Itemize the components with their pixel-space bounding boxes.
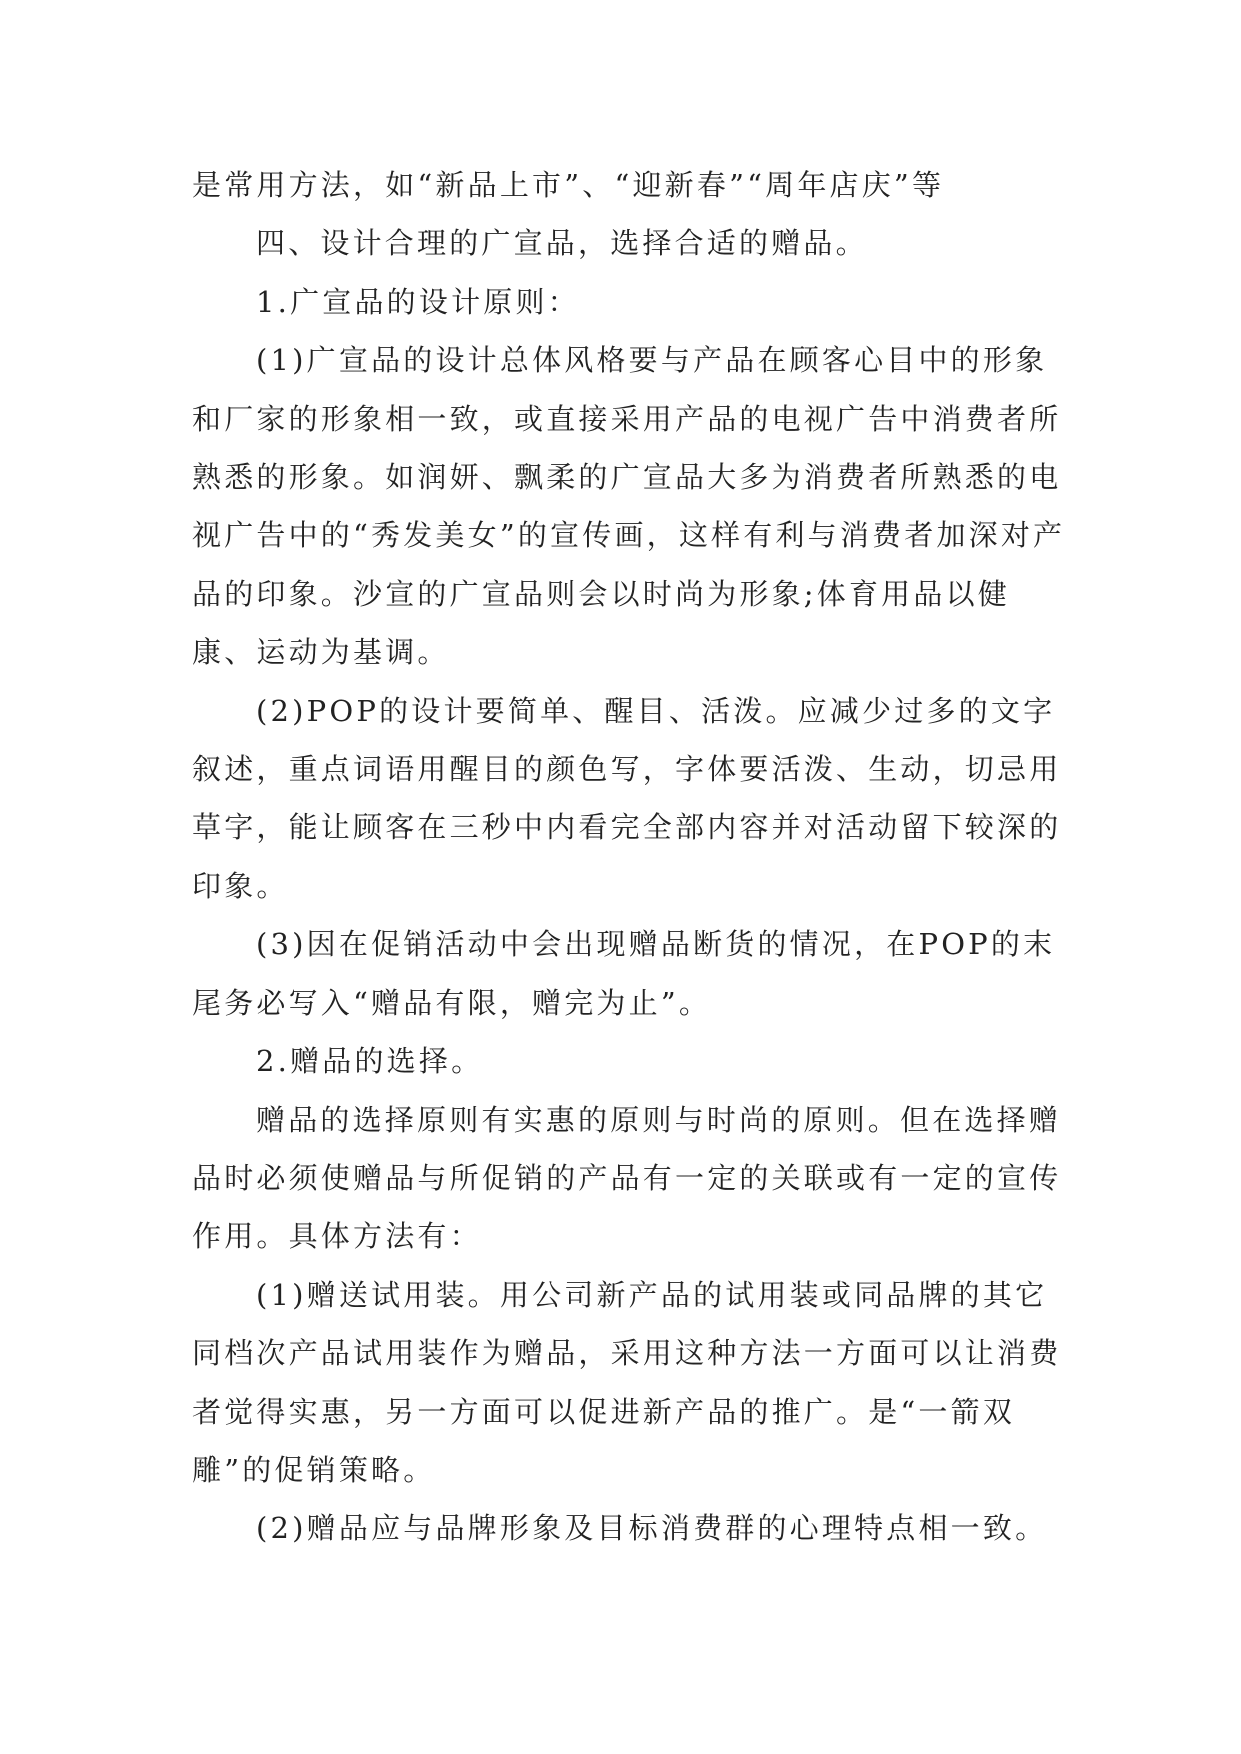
- subheading-design-principles: 1.广宣品的设计原则：: [256, 284, 580, 319]
- paragraph-gift-principles: 赠品的选择原则有实惠的原则与时尚的原则。但在选择赠品时必须使赠品与所促销的产品有一定的关联或有一定的宣传作用。具体方法有：: [192, 1102, 1062, 1254]
- paragraph-principle-2: (2)POP的设计要简单、醒目、活泼。应减少过多的文字叙述，重点词语用醒目的颜色写，字体要活泼、生动，切忌用草字，能让顾客在三秒中内看完全部内容并对活动留下较深的印象。: [192, 693, 1062, 903]
- paragraph-continuation: 是常用方法，如“新品上市”、“迎新春”“周年店庆”等: [192, 168, 945, 202]
- subheading-gift-selection: 2.赠品的选择。: [256, 1044, 484, 1079]
- paragraph-gift-method-1: (1)赠送试用装。用公司新产品的试用装或同品牌的其它同档次产品试用装作为赠品，采用这种方法一方面可以让消费者觉得实惠，另一方面可以促进新产品的推广。是“一箭双雕”的促销策略。: [192, 1277, 1062, 1487]
- paragraph-gift-method-2: (2)赠品应与品牌形象及目标消费群的心理特点相一致。: [256, 1511, 1048, 1546]
- paragraph-principle-1: (1)广宣品的设计总体风格要与产品在顾客心目中的形象和厂家的形象相一致，或直接采用产品的电视广告中消费者所熟悉的形象。如润妍、飘柔的广宣品大多为消费者所熟悉的电视广告中的“秀发美女”的宣传画，这样有利与消费者加深对产品的印象。沙宣的广宣品则会以时尚为形象;体育用品以健康、运动为基调。: [192, 343, 1066, 670]
- document-body: [192, 156, 1072, 1558]
- paragraph-principle-3: (3)因在促销活动中会出现赠品断货的情况，在POP的末尾务必写入“赠品有限，赠完为止”。: [192, 927, 1056, 1020]
- section-heading-4: 四、设计合理的广宣品，选择合适的赠品。: [256, 226, 868, 261]
